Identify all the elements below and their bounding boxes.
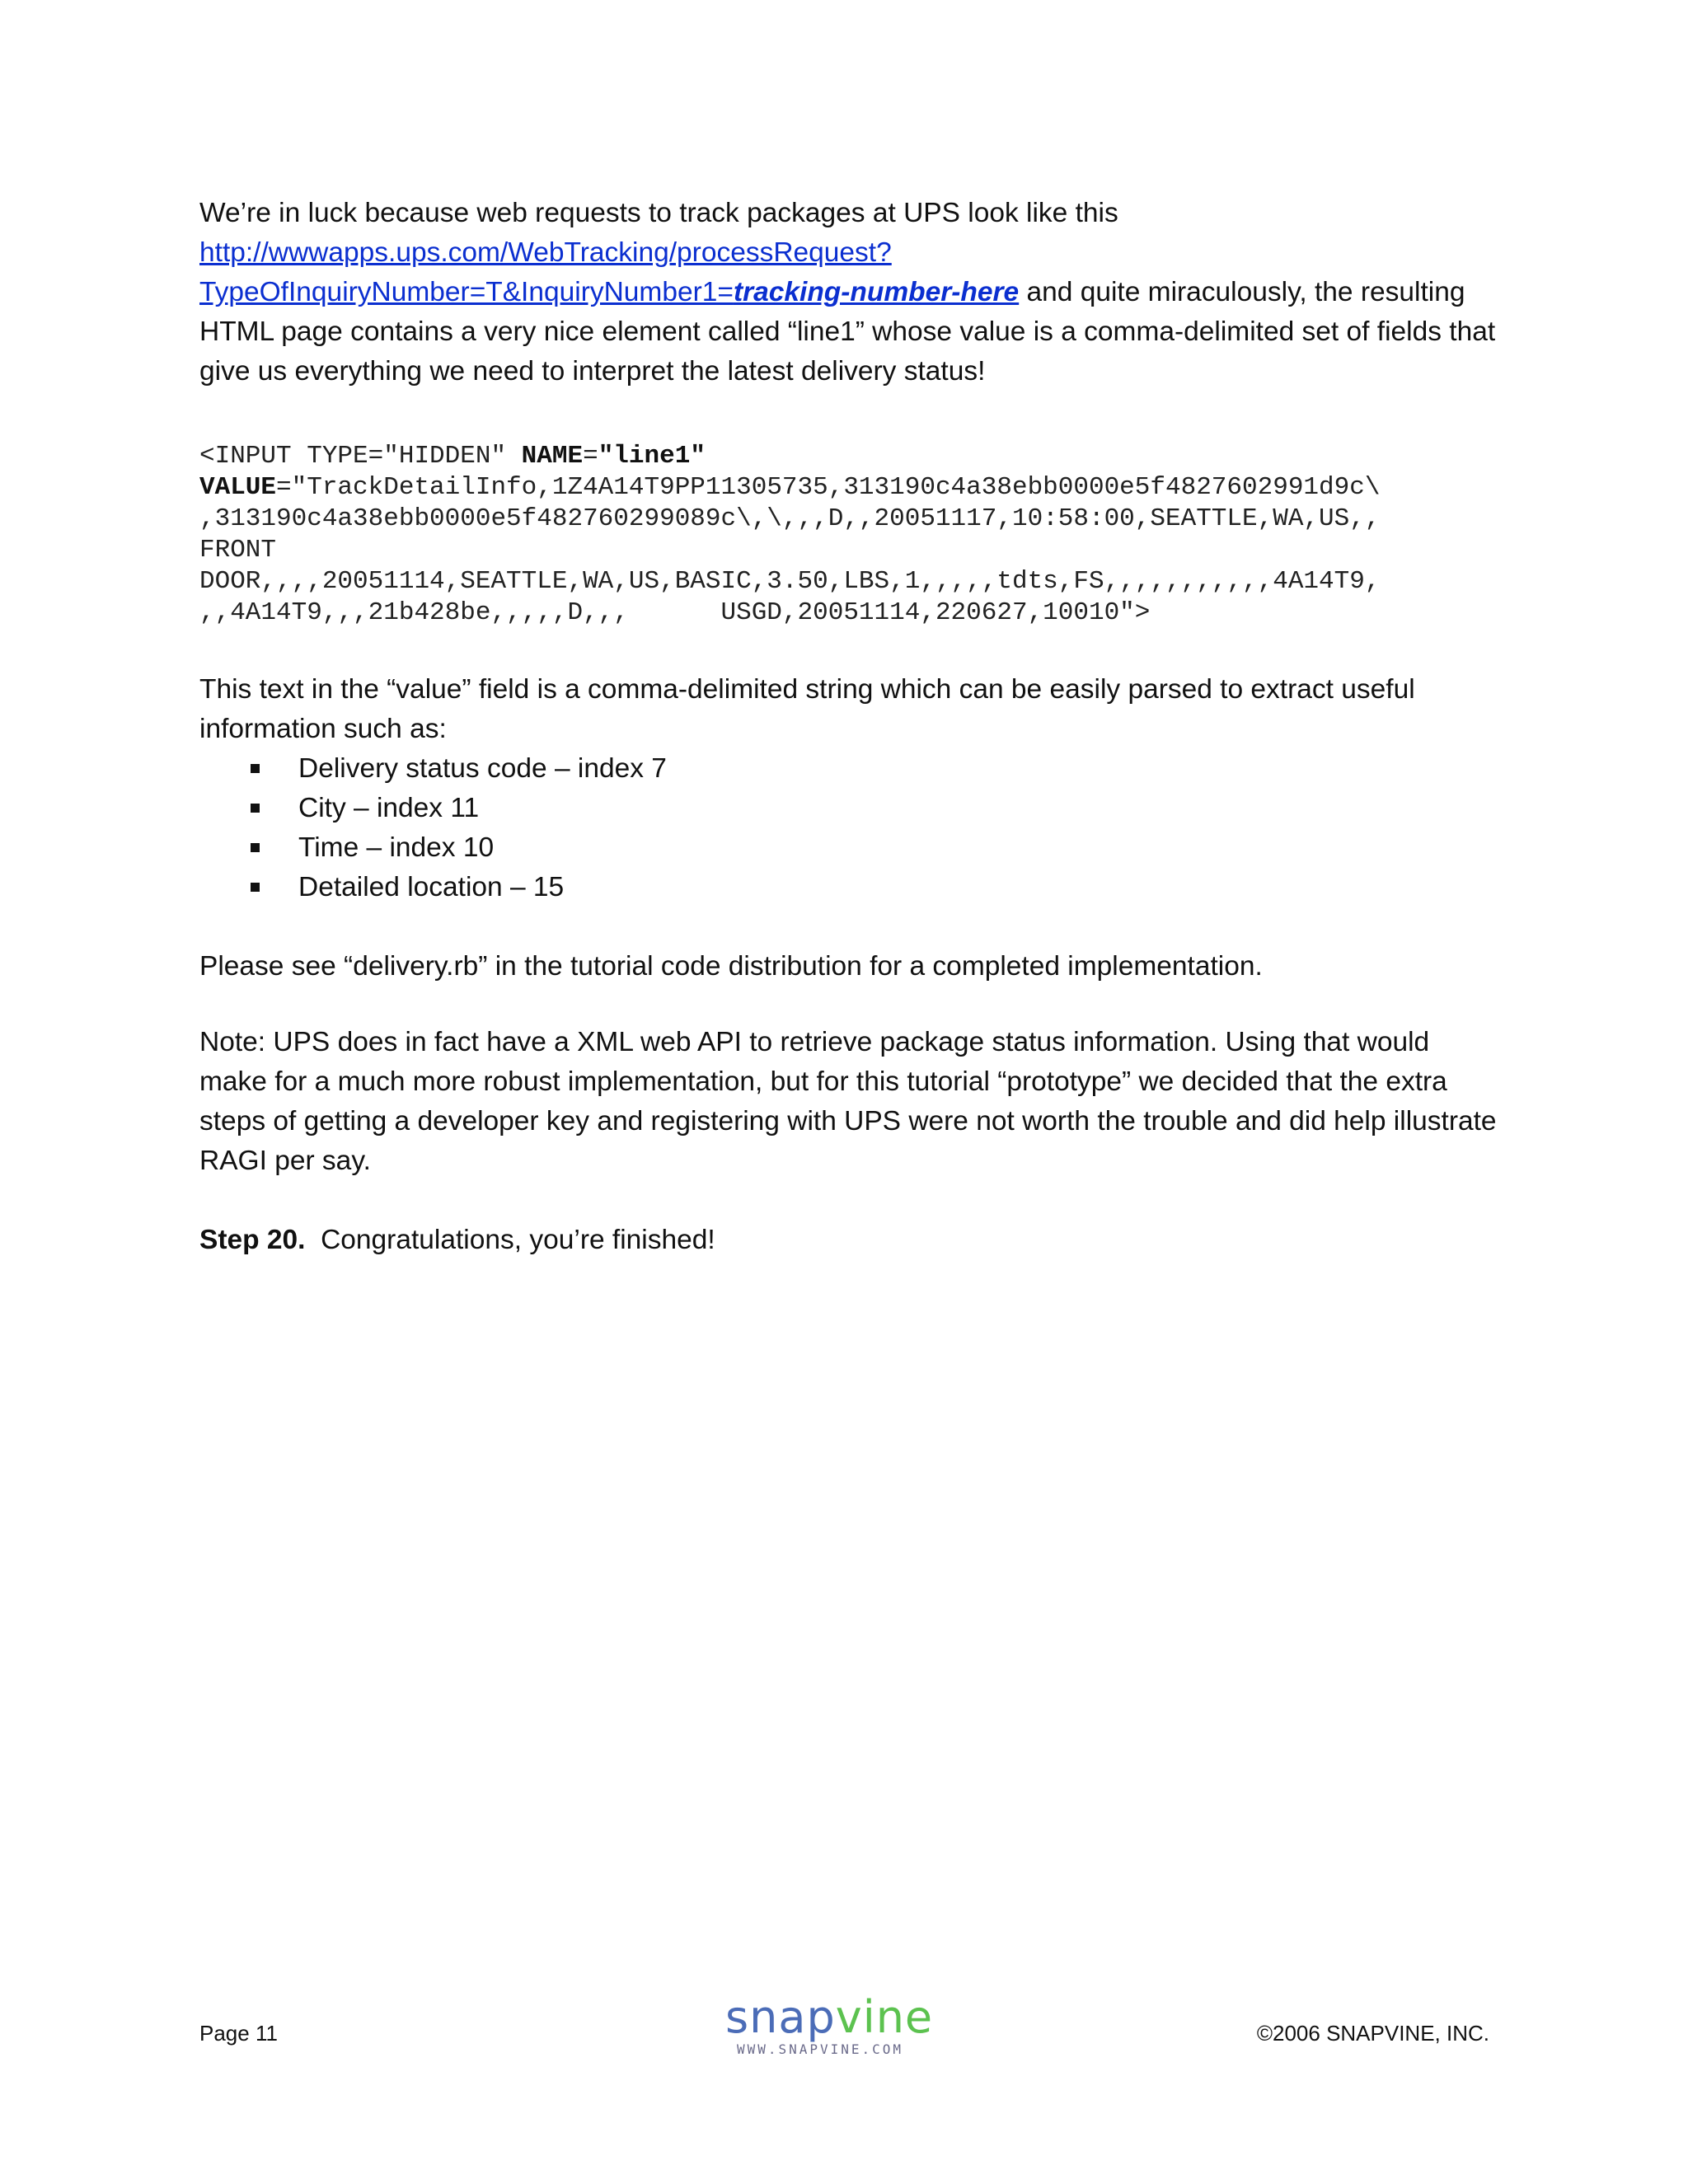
square-bullet-icon	[251, 843, 260, 852]
step-text: Congratulations, you’re finished!	[305, 1225, 715, 1255]
code-line-2: ="TrackDetailInfo,1Z4A14T9PP11305735,313190c4a38ebb0000e5f4827602991d9c\	[276, 473, 1381, 502]
html-code-snippet	[199, 441, 1502, 629]
list-item	[199, 868, 1502, 907]
logo-url: WWW.SNAPVINE.COM	[736, 2041, 904, 2057]
intro-text: We’re in luck because web requests to track packages at UPS look like this	[199, 198, 1118, 228]
ups-tracking-link-url: http://wwwapps.ups.com/WebTracking/processRequest?TypeOfInquiryNumber=T&InquiryNumber1=	[199, 237, 892, 307]
intro-paragraph	[199, 194, 1502, 391]
document-body	[199, 194, 1502, 1260]
code-name-value: "line1"	[598, 442, 706, 471]
code-equals: =	[583, 442, 598, 471]
see-delivery-paragraph: Please see “delivery.rb” in the tutorial code distribution for a completed implementation.	[199, 951, 1263, 982]
tracking-number-placeholder: tracking-number-here	[733, 277, 1020, 307]
snapvine-logo	[725, 1991, 934, 2059]
code-name-keyword: NAME	[521, 442, 584, 471]
step-label: Step 20.	[199, 1225, 306, 1255]
step-20-paragraph	[199, 1221, 1502, 1260]
code-value-keyword: VALUE	[199, 473, 277, 502]
list-item	[199, 749, 1502, 789]
logo-wordmark	[725, 1991, 934, 2043]
list-item-text: Time – index 10	[298, 832, 495, 863]
square-bullet-icon	[251, 883, 260, 892]
square-bullet-icon	[251, 804, 260, 813]
value-description: This text in the “value” field is a comma-delimited string which can be easily parsed to extract useful information such as:	[199, 674, 1415, 744]
logo-vine: vine	[835, 1991, 934, 2043]
list-item	[199, 828, 1502, 868]
copyright: ©2006 SNAPVINE, INC.	[1256, 2021, 1489, 2046]
list-item-text: City – index 11	[298, 793, 480, 823]
code-line-6: ,,4A14T9,,,21b428be,,,,,D,,, USGD,20051114,220627,10010">	[199, 598, 1151, 627]
logo-snap: snap	[725, 1991, 836, 2043]
page-number: Page 11	[199, 2021, 278, 2046]
list-item	[199, 789, 1502, 828]
field-index-list	[199, 749, 1502, 907]
square-bullet-icon	[251, 764, 260, 773]
ups-tracking-link[interactable]	[199, 237, 1019, 307]
code-line-4: FRONT	[199, 536, 277, 565]
intro-continuation: and quite miraculously, the resulting HTML page contains a very nice element called “line1” whose value is a comma-delimited set of fields that give us everything we need to interpret the latest delivery status!	[199, 277, 1496, 387]
note-paragraph: Note: UPS does in fact have a XML web API to retrieve package status information. Using that would make for a much more robust implementation, but for this tutorial “prototype” we decided that the extra steps of getting a developer key and registering with UPS were not worth the trouble and did help illustrate RAGI per say.	[199, 1027, 1497, 1176]
code-line-3: ,313190c4a38ebb0000e5f482760299089c\,\,,,D,,20051117,10:58:00,SEATTLE,WA,US,,	[199, 504, 1381, 533]
code-line-1-start: <INPUT TYPE="HIDDEN"	[199, 442, 522, 471]
list-item-text: Delivery status code – index 7	[298, 753, 667, 784]
code-line-5: DOOR,,,,20051114,SEATTLE,WA,US,BASIC,3.50,LBS,1,,,,,tdts,FS,,,,,,,,,,,4A14T9,	[199, 567, 1381, 596]
list-item-text: Detailed location – 15	[298, 872, 565, 902]
